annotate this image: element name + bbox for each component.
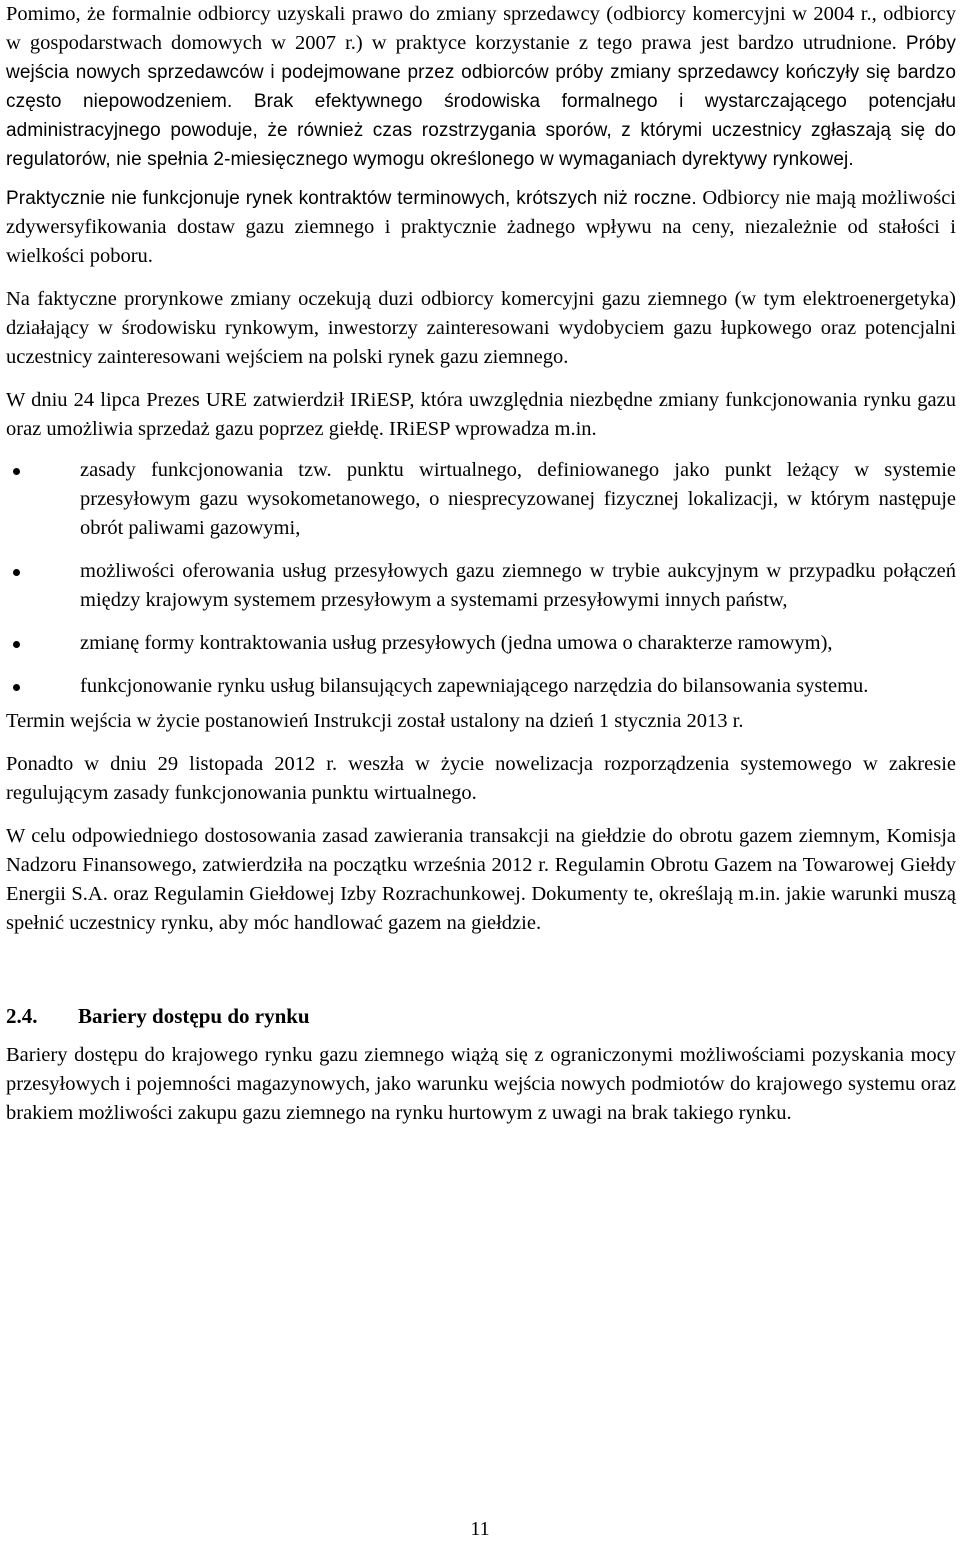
section-number: 2.4.: [6, 1004, 38, 1028]
document-page: [6, 0, 956, 1128]
paragraph-futures-market: [6, 184, 956, 271]
paragraph-text: Praktycznie nie funkcjonuje rynek kontraktów terminowych, krótszych niż roczne.: [6, 188, 697, 209]
paragraph-text: Pomimo, że formalnie odbiorcy uzyskali prawo do zmiany sprzedawcy (odbiorcy komercyjni w 2004 r., odbiorcy w gospodarstwach domowych w 2007 r.) w praktyce korzystanie z tego prawa jest bardzo utrudnione.: [6, 3, 956, 54]
paragraph-consumer-switching: [6, 0, 956, 174]
list-item-text: zmianę formy kontraktowania usług przesyłowych (jedna umowa o charakterze ramowym),: [80, 632, 833, 654]
list-item: [6, 557, 956, 615]
section-heading: [6, 1002, 956, 1031]
paragraph-exchange-rules: W celu odpowiedniego dostosowania zasad zawierania transakcji na giełdzie do obrotu gazem ziemnym, Komisja Nadzoru Finansowego, zatwierdziła na początku września 2012 r. Regulamin Obrotu Gazem na Towarowej Giełdy Energii S.A. oraz Regulamin Giełdowej Izby Rozrachunkowej. Dokumenty te, określają m.in. jakie warunki muszą spełnić uczestnicy rynku, aby móc handlować gazem na giełdzie.: [6, 825, 956, 934]
paragraph-regulation-amendment: Ponadto w dniu 29 listopada 2012 r. weszła w życie nowelizacja rozporządzenia systemowego w zakresie regulującym zasady funkcjonowania punktu wirtualnego.: [6, 753, 956, 804]
paragraph-iriesp: W dniu 24 lipca Prezes URE zatwierdził IRiESP, która uwzględnia niezbędne zmiany funkcjonowania rynku gazu oraz umożliwia sprzedaż gazu poprzez giełdę. IRiESP wprowadza m.in.: [6, 389, 956, 440]
paragraph-text: Odbiorcy nie mają możliwości zdywersyfikowania dostaw gazu ziemnego i praktycznie żadnego wpływu na ceny, niezależnie od stałości i wielkości poboru.: [6, 187, 956, 267]
list-item: [6, 456, 956, 543]
paragraph-effective-date: Termin wejścia w życie postanowień Instrukcji został ustalony na dzień 1 stycznia 2013 r.: [6, 710, 744, 732]
bullet-icon: [13, 468, 20, 475]
bullet-icon: [13, 684, 20, 691]
bullet-icon: [13, 641, 20, 648]
bullet-icon: [13, 569, 20, 576]
paragraph-market-expectations: Na faktyczne prorynkowe zmiany oczekują duzi odbiorcy komercyjni gazu ziemnego (w tym elektroenergetyka) działający w środowisku rynkowym, inwestorzy zainteresowani wydobyciem gazu łupkowego oraz potencjalni uczestnicy zainteresowani wejściem na polski rynek gazu ziemnego.: [6, 288, 956, 368]
list-item: [6, 629, 956, 658]
list-item-text: funkcjonowanie rynku usług bilansujących zapewniającego narzędzia do bilansowania systemu.: [80, 675, 869, 697]
list-item-text: zasady funkcjonowania tzw. punktu wirtualnego, definiowanego jako punkt leżący w systemie przesyłowym gazu wysokometanowego, o niesprecyzowanej fizycznej lokalizacji, w którym następuje obrót paliwami gazowymi,: [80, 459, 956, 539]
page-number: 11: [470, 1518, 490, 1540]
list-item-text: możliwości oferowania usług przesyłowych gazu ziemnego w trybie aukcyjnym w przypadku połączeń między krajowym systemem przesyłowym a systemami przesyłowymi innych państw,: [80, 560, 956, 611]
section-title: Bariery dostępu do rynku: [78, 1004, 310, 1028]
iriesp-bullet-list: [6, 456, 956, 701]
list-item: [6, 672, 956, 701]
paragraph-text: Próby wejścia nowych sprzedawców i podejmowane przez odbiorców próby zmiany sprzedawcy kończyły się bardzo często niepowodzeniem. Brak efektywnego środowiska formalnego i wystarczającego potencjału administracyjnego powoduje, że również czas rozstrzygania sporów, z którymi uczestnicy zgłaszają się do regulatorów, nie spełnia 2-miesięcznego wymogu określonego w wymaganiach dyrektywy rynkowej.: [6, 33, 956, 170]
paragraph-market-barriers: Bariery dostępu do krajowego rynku gazu ziemnego wiążą się z ograniczonymi możliwościami pozyskania mocy przesyłowych i pojemności magazynowych, jako warunku wejścia nowych podmiotów do krajowego systemu oraz brakiem możliwości zakupu gazu ziemnego na rynku hurtowym z uwagi na brak takiego rynku.: [6, 1044, 956, 1124]
